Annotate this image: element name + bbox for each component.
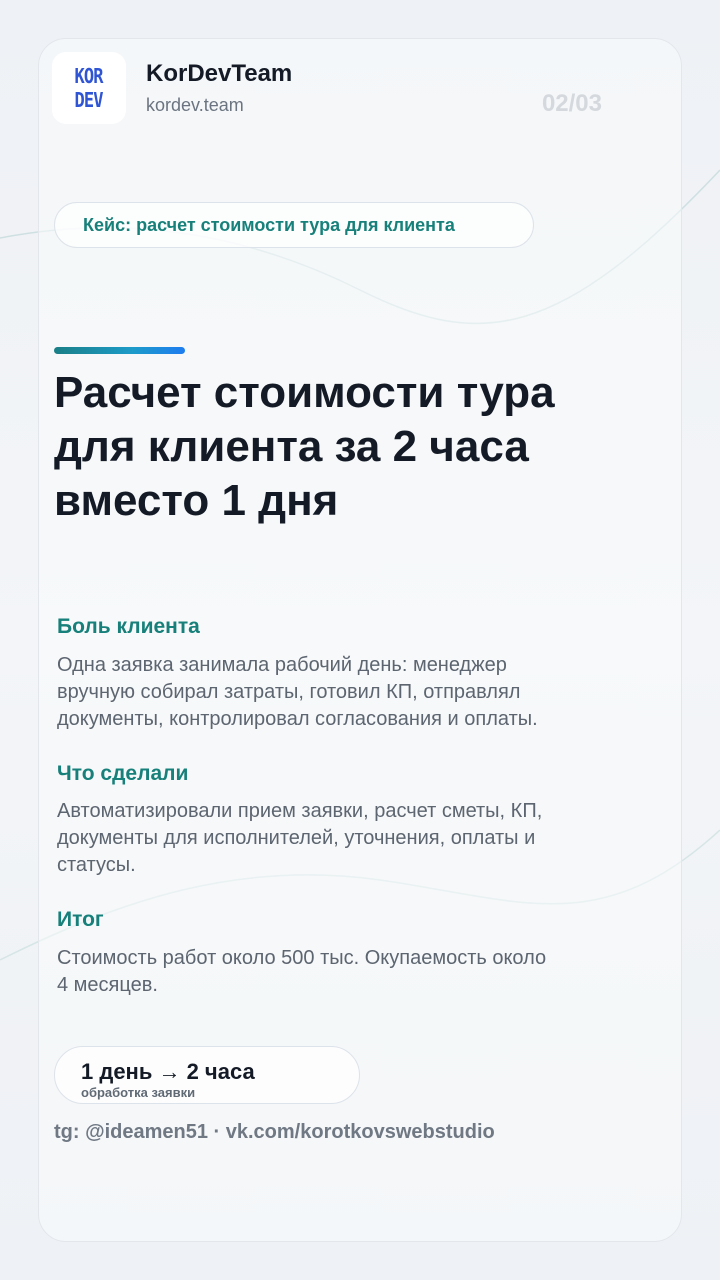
section-heading-done: Что сделали bbox=[57, 762, 189, 785]
brand-site: kordev.team bbox=[146, 95, 244, 115]
logo-line-2: DEV bbox=[74, 88, 104, 112]
section-heading-result: Итог bbox=[57, 908, 104, 931]
accent-bar bbox=[54, 347, 185, 354]
page-title: Расчет стоимости тура для клиента за 2 часа вместо 1 дня bbox=[54, 368, 555, 525]
section-body-done: Автоматизировали прием заявки, расчет сметы, КП, документы для исполнителей, уточнения, оплаты и статусы. bbox=[57, 800, 543, 876]
brand-logo bbox=[52, 52, 126, 124]
section-body-result: Стоимость работ около 500 тыс. Окупаемость около 4 месяцев. bbox=[57, 947, 547, 996]
stat-pill bbox=[54, 1046, 360, 1104]
brand-name: KorDevTeam bbox=[146, 60, 293, 87]
logo-line-1: KOR bbox=[74, 64, 104, 88]
stat-value: 1 день → 2 часа bbox=[81, 1059, 255, 1084]
page-counter: 02/03 bbox=[541, 90, 602, 117]
case-tag: Кейс: расчет стоимости тура для клиента bbox=[54, 202, 534, 248]
section-body-pain: Одна заявка занимала рабочий день: менеджер вручную собирал затраты, готовил КП, отправлял документы, контролировал согласования и оплаты. bbox=[57, 654, 538, 730]
stat-caption: обработка заявки bbox=[81, 1085, 196, 1100]
contacts-footer: tg: @ideamen51 · vk.com/korotkovswebstudio bbox=[54, 1121, 495, 1143]
section-heading-pain: Боль клиента bbox=[57, 615, 200, 638]
